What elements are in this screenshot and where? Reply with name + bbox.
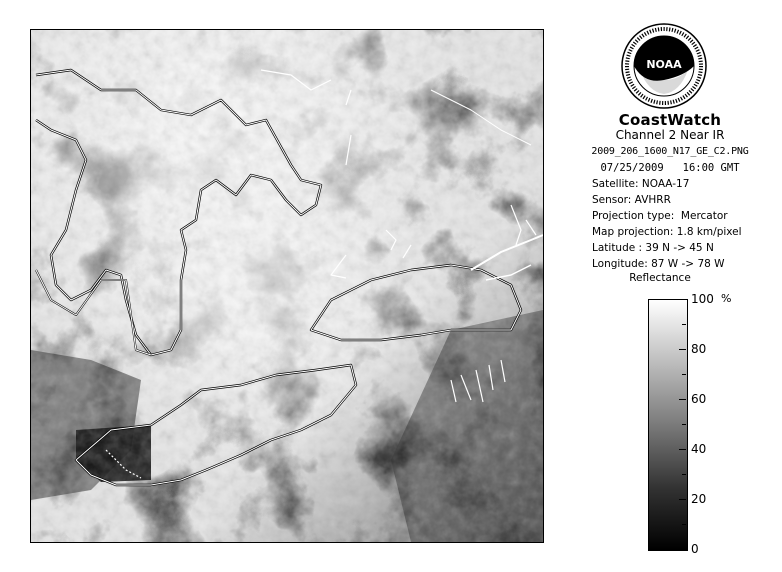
colorbar-tick-mark: [679, 449, 686, 450]
colorbar-tick-mark: [682, 424, 686, 425]
satellite-map-svg: [31, 30, 543, 542]
satellite-image: [30, 29, 544, 543]
brand-title: CoastWatch: [618, 111, 722, 129]
colorbar-tick-label: 0: [691, 542, 699, 556]
image-filename: 2009_206_1600_N17_GE_C2.PNG: [591, 146, 749, 157]
noaa-seal-icon: [620, 22, 708, 110]
image-datetime: 07/25/2009 16:00 GMT: [600, 162, 740, 174]
noaa-logo-text: NOAA: [646, 58, 682, 71]
latitude-label: Latitude : 39 N -> 45 N: [592, 242, 714, 254]
colorbar-tick-mark: [679, 349, 686, 350]
channel-name: Channel 2 Near IR: [615, 128, 725, 142]
longitude-label: Longitude: 87 W -> 78 W: [592, 258, 725, 270]
colorbar-tick-mark: [682, 524, 686, 525]
reflectance-colorbar: [648, 299, 688, 551]
colorbar-tick-label: 100: [691, 292, 714, 306]
colorbar-unit: %: [721, 292, 732, 305]
colorbar-tick-mark: [679, 299, 686, 300]
sensor-label: Sensor: AVHRR: [592, 194, 671, 206]
colorbar-tick-label: 80: [691, 342, 707, 356]
colorbar-tick-mark: [679, 499, 686, 500]
colorbar-tick-mark: [682, 474, 686, 475]
colorbar-title: Reflectance: [629, 272, 691, 284]
colorbar-tick-mark: [682, 324, 686, 325]
map-projection-label: Map projection: 1.8 km/pixel: [592, 226, 742, 238]
colorbar-tick-label: 40: [691, 442, 707, 456]
colorbar-tick-label: 60: [691, 392, 707, 406]
noaa-logo-ring-text: [708, 22, 709, 23]
satellite-label: Satellite: NOAA-17: [592, 178, 690, 190]
colorbar-tick-mark: [682, 374, 686, 375]
colorbar-tick-label: 20: [691, 492, 707, 506]
noaa-logo: [620, 22, 708, 110]
projection-type-label: Projection type: Mercator: [592, 210, 728, 222]
colorbar-tick-mark: [679, 549, 686, 550]
colorbar-tick-mark: [679, 399, 686, 400]
